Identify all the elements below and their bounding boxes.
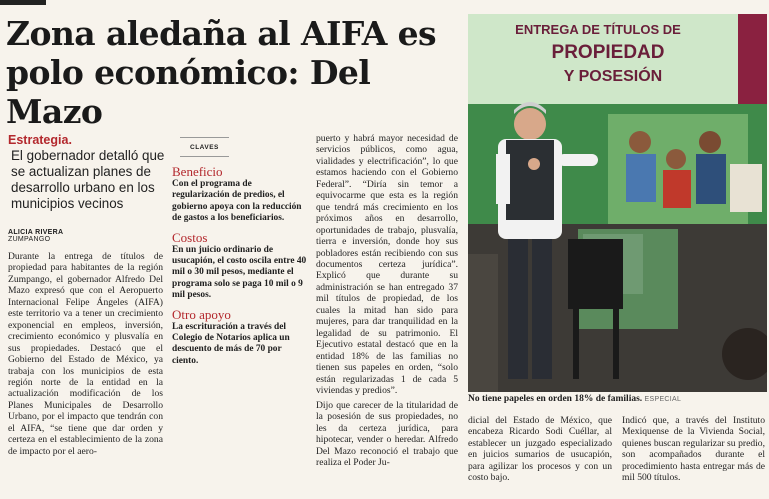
clave-item	[172, 165, 308, 225]
clave-title: Beneficio	[172, 164, 223, 179]
headline: Zona aledaña al AIFA es polo económico: Del Mazo	[6, 14, 437, 131]
clave-text: En un juicio ordinario de usucapión, el costo oscila entre 40 mil o 30 mil pesos, mediante el programa solo se paga 10 mil o 9 mil pesos.	[172, 244, 307, 301]
article-column-4	[622, 415, 765, 484]
banner-line-3: Y POSESIÓN	[563, 68, 663, 85]
photo-illustration	[468, 14, 767, 392]
article-column-2b	[316, 400, 458, 469]
article-text: Dijo que carecer de la titularidad de la posesión de sus propiedades, no les da certeza jurídica, para hipotecar, vender o heredar. Alfredo Del Mazo reconoció el trabajo que realiza el Poder Ju-	[316, 400, 458, 469]
clave-item	[172, 231, 308, 302]
caption-text: No tiene papeles en orden 18% de familias.	[468, 394, 643, 404]
byline-author: ALICIA RIVERA	[8, 229, 64, 236]
article-text: dicial del Estado de México, que encabeza Ricardo Sodi Cuéllar, al establecer un juzgado especializado en juicios sumarios de usucapión, para agilizar los procesos y con un costo bajo.	[468, 415, 612, 484]
clave-title: Costos	[172, 229, 208, 245]
article-text: puerto y habrá mayor necesidad de servicios públicos, como agua, vialidades y electrificación”, lo que estamos haciendo con el Gobierno Federal”. “Diría sin temor a equivocarme que esta es la región que tendrá más crecimiento en los próximos años en desarrollo, oportunidades de trabajo, plusvalía, tierra e inversión, donde hoy sus pobladores están recibiendo con sus documentos certeza jurídica”. Explicó que durante su administración se han entregado 37 mil títulos de propiedad, de los cuales la mitad han sido para mujeres, para dar tranquilidad en la legalidad de su patrimonio. El Ejecutivo estatal destacó que en la entidad 18% de las familias no tienen sus papeles en orden, “solo están regularizadas 1 de cada 5 viviendas y predios”.	[316, 133, 458, 396]
claves-tag: CLAVES	[180, 137, 229, 157]
claves-box	[172, 134, 308, 373]
banner-line-2: PROPIEDAD	[551, 42, 665, 63]
event-photo	[468, 14, 767, 392]
photo-credit: ESPECIAL	[644, 396, 682, 403]
clave-item	[172, 308, 308, 368]
clave-text: La escrituración a través del Colegio de Notarios aplica un descuento de más de 70 por ciento.	[172, 321, 290, 366]
article-column-3	[468, 415, 612, 484]
article-column-1	[8, 251, 163, 457]
article-column-2	[316, 133, 458, 396]
section-rule	[0, 0, 46, 5]
clave-text: Con el programa de regularización de predios, el gobierno apoya con la reducción de gastos a los beneficiarios.	[172, 179, 302, 224]
byline	[8, 229, 63, 243]
article-text: Durante la entrega de títulos de propiedad para habitantes de la región Zumpango, el gobernador Alfredo Del Mazo expresó que con el Aeropuerto Internacional Felipe Ángeles (AIFA) este territorio va a tener un crecimiento exponencial en empleos, inversión, crecimiento económico y plusvalía en sus propiedades. Destacó que el Gobierno del Estado de México, ya trabaja con los municipios de esta región norte de la entidad en la actualización modificación de los Planes Municipales de Desarrollo Urbano, por el impacto que tendrán con el AIFA, “se tiene que dar orden y certeza en el establecimiento de la zona de impacto por el aero-	[8, 251, 163, 457]
banner-line-1: ENTREGA DE TÍTULOS DE	[515, 22, 681, 37]
article-text: Indicó que, a través del Instituto Mexiquense de la Vivienda Social, quienes buscan regularizar su predio, son acompañados durante el procedimiento hasta entregar más de mil 500 títulos.	[622, 415, 765, 484]
kicker: Estrategia.	[8, 133, 72, 147]
clave-title: Otro apoyo	[172, 306, 231, 322]
subheadline: El gobernador detalló que se actualizan planes de desarrollo urbano en los municipios vecinos	[11, 148, 165, 211]
photo-caption	[468, 394, 767, 404]
subheadline-block	[8, 133, 168, 212]
byline-location: ZUMPANGO	[8, 236, 51, 243]
